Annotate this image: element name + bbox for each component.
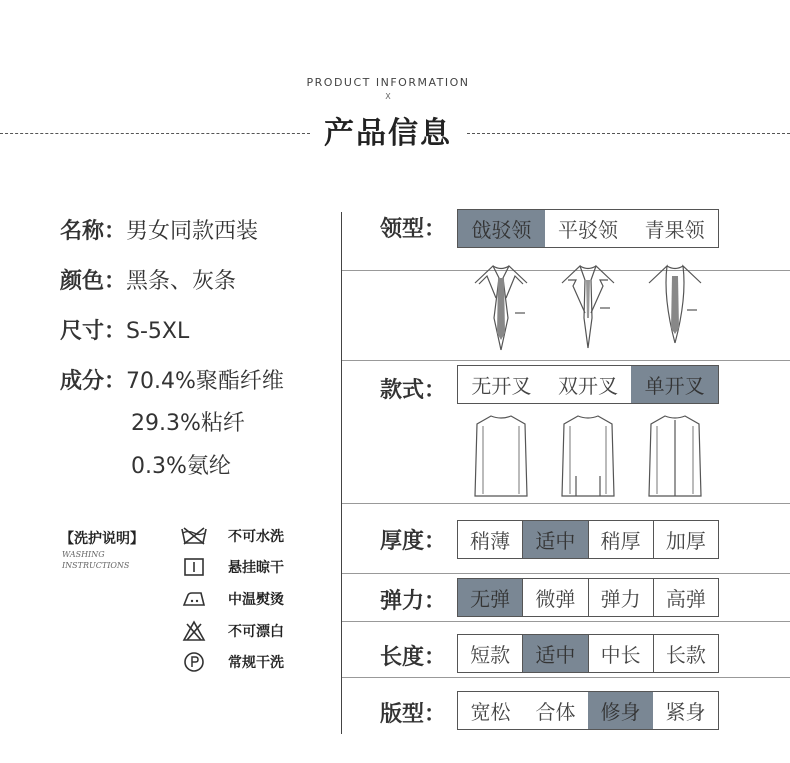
style-option-single-vent: 单开叉 <box>631 366 718 403</box>
vent-illustrations <box>457 412 719 500</box>
composition-line-1: 70.4%聚酯纤维 <box>126 369 284 394</box>
subtitle-x: X <box>385 92 391 101</box>
elasticity-options <box>457 578 719 617</box>
fit-option-tight: 紧身 <box>665 700 706 724</box>
style-label: 款式： <box>380 378 447 403</box>
info-size <box>60 314 189 345</box>
shawl-lapel-illustration <box>645 258 705 353</box>
elasticity-option-none: 无弹 <box>458 579 522 616</box>
care-item <box>180 555 320 579</box>
care-title: 【洗护说明】 <box>60 531 144 547</box>
thickness-label: 厚度： <box>380 529 447 554</box>
color-label: 颜色： <box>60 269 127 294</box>
length-option-long: 长款 <box>653 635 718 672</box>
length-option-mid-long: 中长 <box>588 635 653 672</box>
care-item <box>180 650 320 674</box>
no-water-wash-icon <box>180 525 208 547</box>
style-option-double-vent: 双开叉 <box>558 374 618 398</box>
name-value: 男女同款西装 <box>126 219 259 244</box>
dry-clean-icon <box>180 651 208 673</box>
care-subtitle-en-2: INSTRUCTIONS <box>62 561 130 570</box>
care-item <box>180 587 320 611</box>
vertical-divider <box>341 212 342 734</box>
collar-option-peak-lapel: 戗驳领 <box>458 210 545 247</box>
fit-option-loose: 宽松 <box>470 700 511 724</box>
row-divider <box>342 360 790 361</box>
length-option-regular: 适中 <box>522 635 587 672</box>
elasticity-label: 弹力： <box>380 589 447 614</box>
collar-label: 领型： <box>380 217 447 242</box>
info-color <box>60 264 236 295</box>
length-options <box>457 634 719 673</box>
info-composition <box>60 364 284 395</box>
row-divider <box>342 621 790 622</box>
single-vent-illustration <box>647 412 703 500</box>
composition-label: 成分： <box>60 369 127 394</box>
page-title: 产品信息 <box>324 116 452 151</box>
care-label: 悬挂晾干 <box>228 560 284 576</box>
composition-line-2: 29.3%粘纤 <box>131 411 245 436</box>
peak-lapel-illustration <box>471 258 531 353</box>
length-option-short: 短款 <box>470 643 511 667</box>
fit-option-slim: 修身 <box>588 692 653 729</box>
care-label: 中温熨烫 <box>228 592 284 608</box>
fit-options <box>457 691 719 730</box>
subtitle-en: PRODUCT INFORMATION <box>306 76 470 89</box>
length-label: 长度： <box>380 645 447 670</box>
collar-option-notch-lapel: 平驳领 <box>558 218 618 242</box>
thickness-option-thin: 稍薄 <box>470 529 511 553</box>
collar-option-shawl-lapel: 青果领 <box>644 218 705 242</box>
no-bleach-icon <box>180 620 208 642</box>
elasticity-option-elastic: 弹力 <box>588 579 653 616</box>
hang-dry-icon <box>180 556 208 578</box>
thickness-options <box>457 520 719 559</box>
care-label: 不可水洗 <box>228 529 284 545</box>
no-vent-illustration <box>473 412 529 500</box>
iron-medium-icon <box>180 588 208 610</box>
collar-illustrations <box>457 258 719 353</box>
divider-right <box>467 133 790 134</box>
care-label: 常规干洗 <box>228 655 284 671</box>
elasticity-option-slight: 微弹 <box>522 579 587 616</box>
size-label: 尺寸： <box>60 319 127 344</box>
size-value: S-5XL <box>126 319 190 344</box>
care-subtitle-en-1: WASHING <box>62 550 105 559</box>
collar-options <box>457 209 719 248</box>
row-divider <box>342 573 790 574</box>
fit-option-regular: 合体 <box>535 700 576 724</box>
row-divider <box>342 503 790 504</box>
thickness-option-thick: 稍厚 <box>588 521 653 558</box>
care-item <box>180 619 320 643</box>
row-divider <box>342 677 790 678</box>
elasticity-option-high: 高弹 <box>653 579 718 616</box>
thickness-option-medium: 适中 <box>522 521 587 558</box>
color-value: 黑条、灰条 <box>126 269 237 294</box>
style-option-no-vent: 无开叉 <box>471 374 532 398</box>
info-name <box>60 214 258 245</box>
double-vent-illustration <box>560 412 616 500</box>
style-options <box>457 365 719 404</box>
care-subtitle-en <box>62 549 129 571</box>
care-label: 不可漂白 <box>228 624 284 640</box>
fit-label: 版型： <box>380 702 447 727</box>
composition-line-3: 0.3%氨纶 <box>131 454 231 479</box>
care-item <box>180 524 320 548</box>
thickness-option-extra-thick: 加厚 <box>653 521 718 558</box>
name-label: 名称： <box>60 219 127 244</box>
notch-lapel-illustration <box>558 258 618 353</box>
